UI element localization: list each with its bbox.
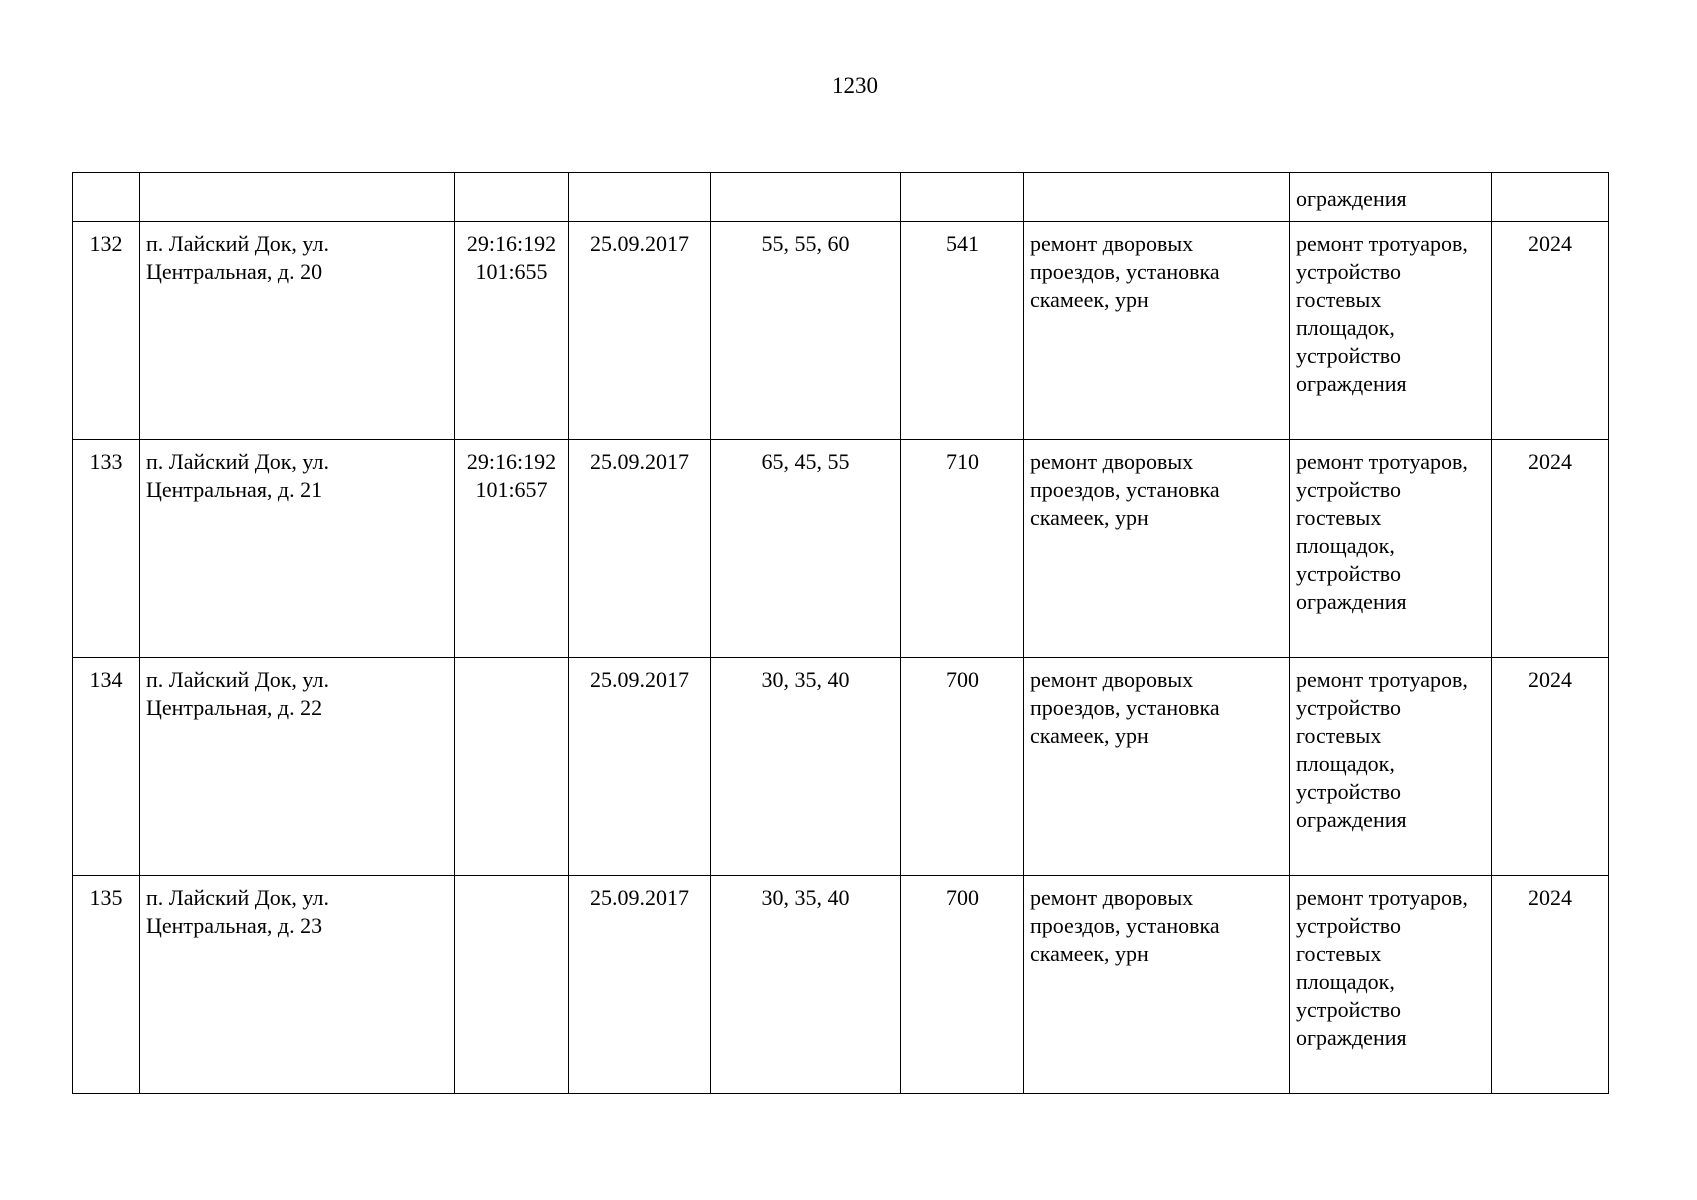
cell-cadastral-number	[455, 173, 569, 222]
cell-cadastral-number: 29:16:192 101:655	[455, 222, 569, 440]
cell-number: 134	[73, 658, 140, 876]
cell-works	[1024, 173, 1290, 222]
cell-address: п. Лайский Док, ул. Центральная, д. 23	[140, 876, 455, 1094]
cell-area: 541	[901, 222, 1024, 440]
cell-address: п. Лайский Док, ул. Центральная, д. 21	[140, 440, 455, 658]
cell-extra-works: ограждения	[1290, 173, 1492, 222]
table-row	[73, 658, 1609, 876]
cell-cadastral-number: 29:16:192 101:657	[455, 440, 569, 658]
cell-address: п. Лайский Док, ул. Центральная, д. 20	[140, 222, 455, 440]
cell-extra-works: ремонт тротуаров, устройство гостевых площадок, устройство ограждения	[1290, 222, 1492, 440]
table-row	[73, 222, 1609, 440]
cell-cadastral-number	[455, 876, 569, 1094]
cell-works: ремонт дворовых проездов, установка скамеек, урн	[1024, 440, 1290, 658]
cell-number: 135	[73, 876, 140, 1094]
cell-extra-works: ремонт тротуаров, устройство гостевых площадок, устройство ограждения	[1290, 440, 1492, 658]
cell-year: 2024	[1492, 222, 1609, 440]
cell-date: 25.09.2017	[569, 658, 711, 876]
cell-area: 700	[901, 876, 1024, 1094]
cell-year: 2024	[1492, 876, 1609, 1094]
improvement-table	[72, 172, 1609, 1094]
cell-values: 30, 35, 40	[711, 876, 901, 1094]
cell-number: 132	[73, 222, 140, 440]
table-row-continuation	[73, 173, 1609, 222]
cell-date	[569, 173, 711, 222]
cell-area: 700	[901, 658, 1024, 876]
cell-values: 55, 55, 60	[711, 222, 901, 440]
cell-year: 2024	[1492, 440, 1609, 658]
cell-works: ремонт дворовых проездов, установка скамеек, урн	[1024, 658, 1290, 876]
cell-values	[711, 173, 901, 222]
cell-address	[140, 173, 455, 222]
cell-number: 133	[73, 440, 140, 658]
cell-works: ремонт дворовых проездов, установка скамеек, урн	[1024, 222, 1290, 440]
cell-date: 25.09.2017	[569, 876, 711, 1094]
cell-values: 30, 35, 40	[711, 658, 901, 876]
cell-date: 25.09.2017	[569, 222, 711, 440]
cell-area: 710	[901, 440, 1024, 658]
cell-year: 2024	[1492, 658, 1609, 876]
cell-extra-works: ремонт тротуаров, устройство гостевых площадок, устройство ограждения	[1290, 658, 1492, 876]
cell-area	[901, 173, 1024, 222]
cell-extra-works: ремонт тротуаров, устройство гостевых площадок, устройство ограждения	[1290, 876, 1492, 1094]
cell-cadastral-number	[455, 658, 569, 876]
table-row	[73, 440, 1609, 658]
cell-date: 25.09.2017	[569, 440, 711, 658]
page-number: 1230	[832, 73, 878, 98]
cell-works: ремонт дворовых проездов, установка скамеек, урн	[1024, 876, 1290, 1094]
cell-year	[1492, 173, 1609, 222]
cell-values: 65, 45, 55	[711, 440, 901, 658]
cell-address: п. Лайский Док, ул. Центральная, д. 22	[140, 658, 455, 876]
table-row	[73, 876, 1609, 1094]
cell-number	[73, 173, 140, 222]
